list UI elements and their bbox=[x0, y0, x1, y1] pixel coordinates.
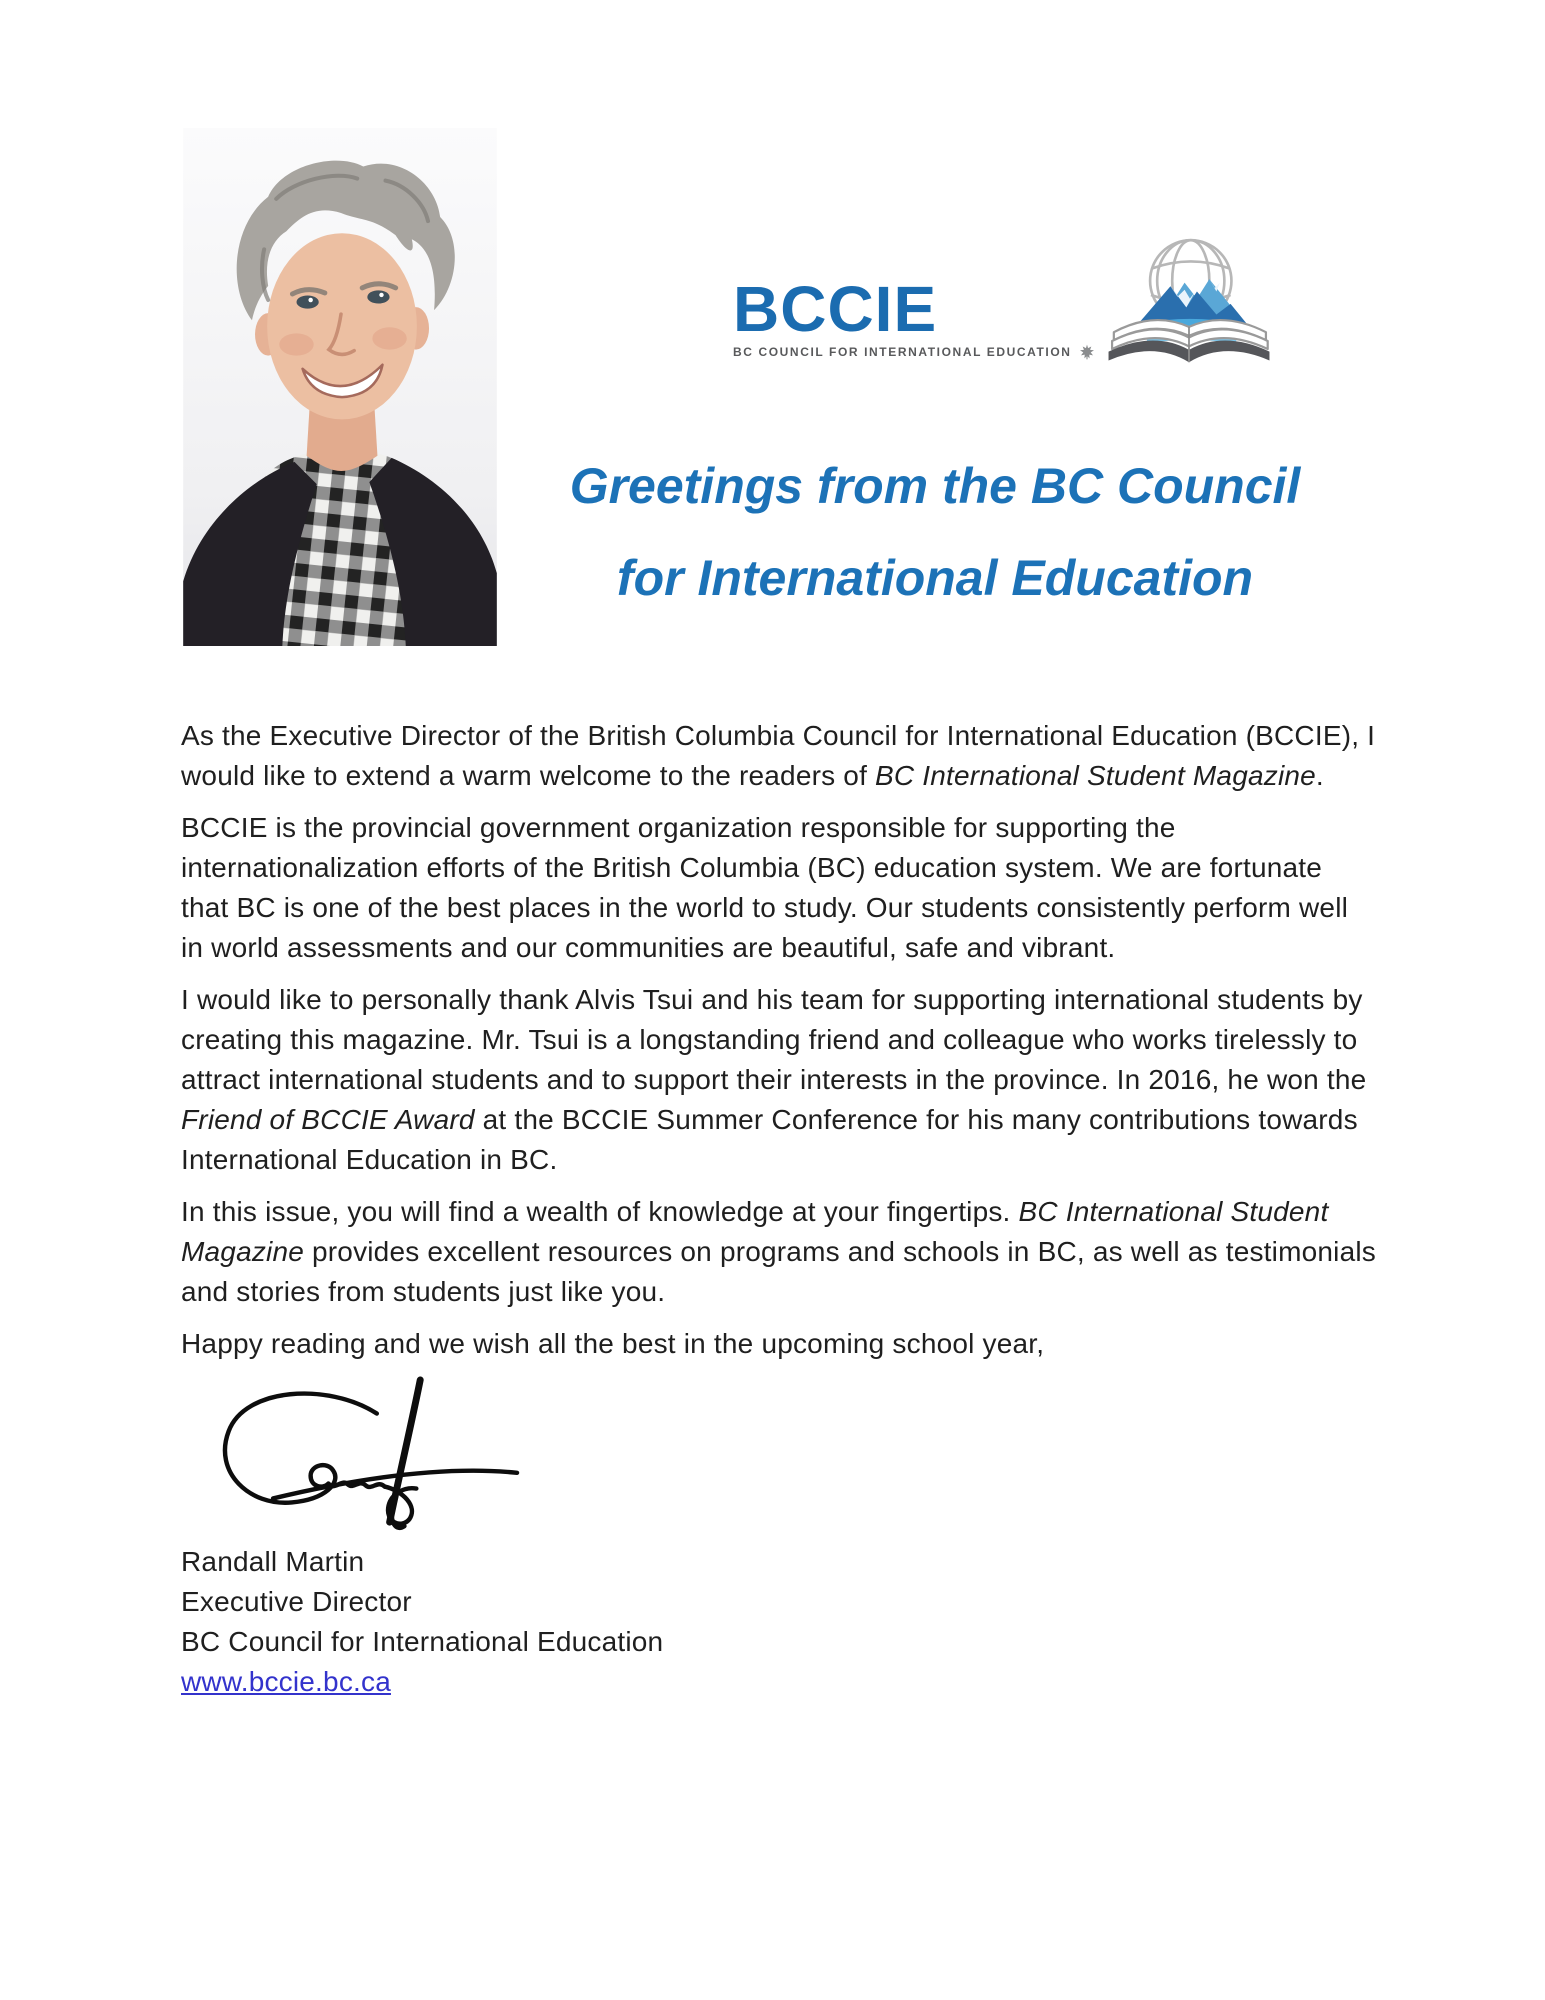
letter-paragraph: BCCIE is the provincial government organization responsible for supporting the internationalization efforts of the British Columbia (BC) education system. We are fortunate that BC is one of the best places in the world to study. Our students consistently perform well in world assessments and our communities are beautiful, safe and vibrant. bbox=[181, 812, 1349, 963]
letter-paragraph: As the Executive Director of the British Columbia Council for International Education (BCCIE), I would like to extend a warm welcome to the readers of BC International Student Magazine. bbox=[181, 720, 1376, 791]
portrait-illustration bbox=[182, 128, 498, 646]
letter-paragraph: In this issue, you will find a wealth of knowledge at your fingertips. BC International Student Magazine provides excellent resources on programs and schools in BC, as well as testimonials and stories from students just like you. bbox=[181, 1196, 1376, 1307]
sender-organization: BC Council for International Education bbox=[181, 1626, 664, 1657]
sender-name: Randall Martin bbox=[181, 1546, 365, 1577]
signature-image bbox=[187, 1376, 532, 1534]
sender-title: Executive Director bbox=[181, 1586, 412, 1617]
globe-book-icon bbox=[1105, 218, 1273, 388]
logo-tagline: BC COUNCIL FOR INTERNATIONAL EDUCATION bbox=[733, 345, 1072, 359]
page-title bbox=[470, 440, 1400, 624]
letter-paragraph: Happy reading and we wish all the best in the upcoming school year, bbox=[181, 1328, 1045, 1359]
signoff-block bbox=[181, 1542, 1377, 1702]
maple-leaf-icon bbox=[1079, 344, 1095, 360]
logo-wordmark: BCCIE bbox=[733, 273, 938, 345]
bccie-logo bbox=[733, 218, 1273, 360]
letter-body bbox=[181, 716, 1377, 1702]
page-title-line2: for International Education bbox=[616, 550, 1254, 606]
page-title-line1: Greetings from the BC Council bbox=[569, 458, 1301, 514]
letter-paragraphs bbox=[181, 716, 1377, 1364]
letter-paragraph: I would like to personally thank Alvis Tsui and his team for supporting international students by creating this magazine. Mr. Tsui is a longstanding friend and colleague who works tirelessly to attract international students and to support their interests in the province. In 2016, he won the Friend of BCCIE Award at the BCCIE Summer Conference for his many contributions towards International Education in BC. bbox=[181, 984, 1367, 1175]
portrait-photo bbox=[182, 128, 498, 646]
website-link[interactable]: www.bccie.bc.ca bbox=[181, 1666, 391, 1697]
